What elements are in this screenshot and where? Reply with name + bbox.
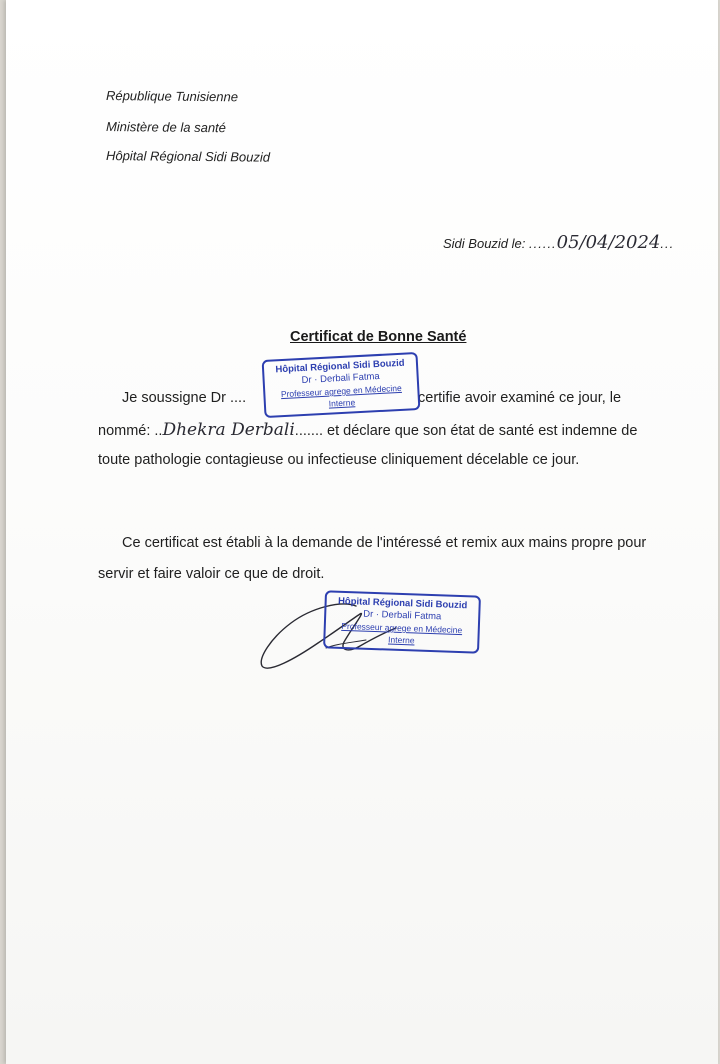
stamp-bottom-hospital: Hôpital Régional Sidi Bouzid: [337, 595, 468, 612]
header-hospital: Hôpital Régional Sidi Bouzid: [105, 148, 271, 165]
paragraph1-line3: toute pathologie contagieuse ou infectieuse cliniquement décelable ce jour.: [98, 452, 580, 468]
paragraph2-line2: servir et faire valoir ce que de droit.: [98, 566, 325, 582]
stamp-top-hospital: Hôpital Régional Sidi Bouzid: [275, 357, 405, 376]
date-suffix-dots: ...: [660, 236, 675, 251]
header-ministry: Ministère de la santé: [105, 119, 227, 136]
date-label: Sidi Bouzid le:: [443, 236, 529, 251]
paragraph2-line1: Ce certificat est établi à la demande de l'intéressé et remix aux mains propre pour: [122, 535, 647, 551]
paragraph1-line2: [98, 420, 637, 440]
certificate-page: [6, 0, 718, 1064]
patient-name-handwritten: Dhekra Derbali: [162, 420, 295, 440]
paragraph1-line1-end: certifie avoir examiné ce jour, le: [418, 390, 622, 406]
doctor-stamp-top: [262, 352, 421, 418]
doctor-stamp-bottom: [323, 590, 481, 653]
paragraph1-line2-start: nommé: ..: [98, 423, 163, 439]
paragraph1-line1-start: Je soussigne Dr ....: [122, 390, 247, 406]
date-line: [443, 232, 674, 253]
stamp-top-doctor: Dr · Derbali Fatma: [301, 370, 380, 387]
stamp-bottom-title: Professeur agrege en Médecine Interne: [341, 620, 463, 646]
stamp-bottom-doctor: Dr · Derbali Fatma: [362, 608, 442, 623]
date-handwritten: 05/04/2024: [556, 232, 661, 253]
paragraph1-line2-end: ....... et déclare que son état de santé est indemne de: [294, 423, 638, 439]
header-country: République Tunisienne: [105, 88, 239, 105]
document-title: Certificat de Bonne Santé: [290, 329, 467, 345]
date-prefix-dots: ......: [529, 236, 557, 251]
stamp-top-title: Professeur agrege en Médecine Interne: [280, 382, 402, 409]
